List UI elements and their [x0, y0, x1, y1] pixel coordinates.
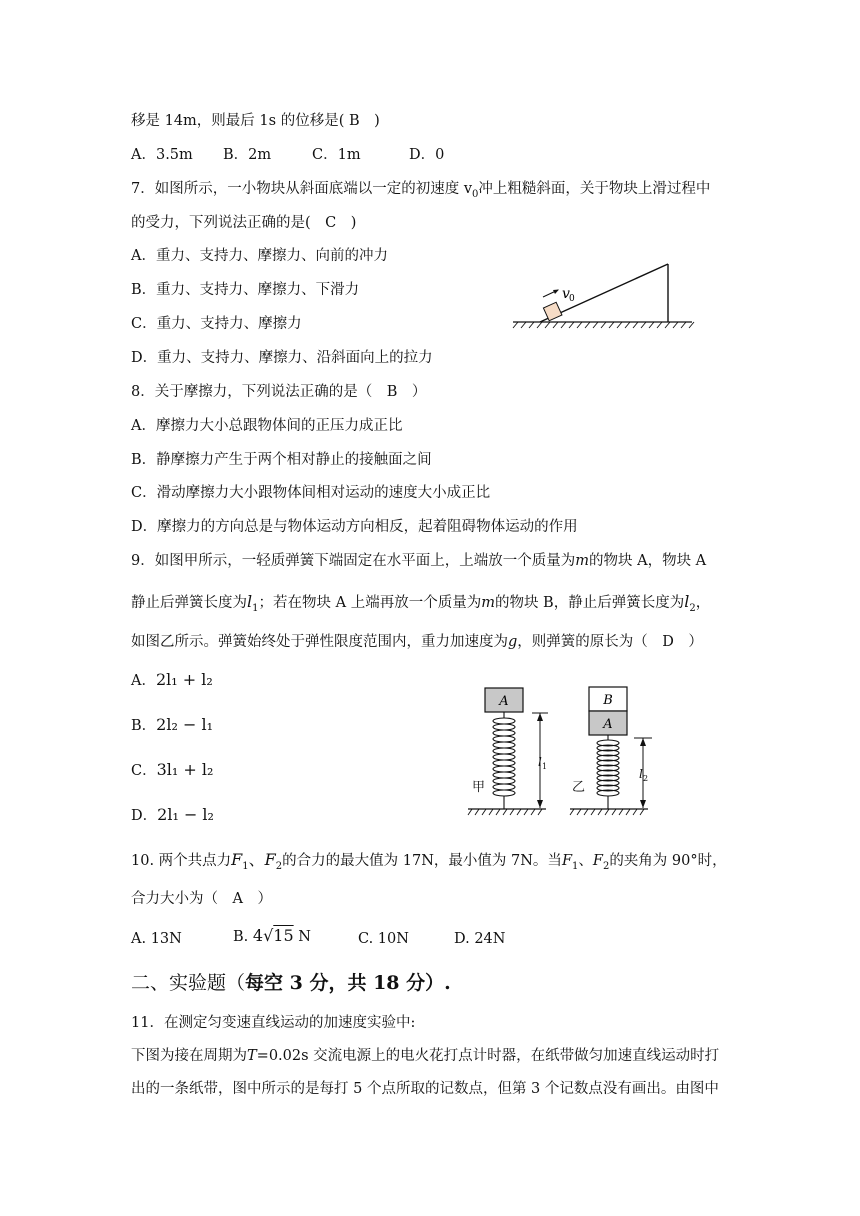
q7-option-a: A．重力、支持力、摩擦力、向前的冲力 [131, 248, 388, 264]
sliding-block [543, 302, 562, 321]
l1-label: l [538, 755, 542, 769]
ground-hatching [513, 322, 694, 328]
q9-text: 静止后弹簧长度为 [131, 595, 247, 611]
q9-mass-symbol: m [481, 595, 495, 611]
velocity-arrowhead [553, 290, 559, 295]
q8-option-c: C．滑动摩擦力大小跟物体间相对运动的速度大小成正比 [131, 485, 491, 501]
q9-option-b: B．2l₂ − l₁ [131, 715, 213, 734]
q6-option-c: C．1m [312, 147, 361, 163]
q10-f1-symbol: F [561, 853, 572, 869]
q9-stem-line1 [131, 551, 706, 571]
q11-stem: 11．在测定匀变速直线运动的加速度实验中: [131, 1015, 416, 1031]
q9-stem-line2: 静止后弹簧长度为$l_1$；若在物块 A 上端再放一个质量为m的物块 B，静止后弹簧长度为$l_2$， [131, 592, 711, 615]
l1-arrow-top [537, 713, 543, 721]
q7-stem-line1 [131, 179, 710, 205]
q7-stem-text: 7．如图所示，一小物块从斜面底端以一定的初速度 v [131, 181, 473, 197]
q9-text: 9．如图甲所示，一轻质弹簧下端固定在水平面上，上端放一个质量为 [131, 553, 576, 569]
ground-right-hatching [570, 809, 644, 815]
q9-mass-symbol: m [575, 553, 589, 569]
velocity-label: v [562, 286, 570, 302]
q9-l2-symbol: $l_2$ [684, 592, 696, 615]
q9-option-a: A．2l₁ + l₂ [131, 670, 213, 689]
q8-option-a: A．摩擦力大小总跟物体间的正压力成正比 [131, 418, 403, 434]
q9-l1-symbol: $l_1$ [247, 592, 259, 615]
q8-stem: 8．关于摩擦力，下列说法正确的是（ B ） [131, 384, 427, 400]
q9-option-c: C．3l₁ + l₂ [131, 760, 214, 779]
q10-option-d: D. 24N [454, 931, 506, 947]
q9-option-d-expr: 2l₁ − l₂ [157, 805, 214, 824]
q10-stem-line1: 10. 两个共点力$F_1$、$F_2$的合力的最大值为 17N，最小值为 7N。当$F_1$、$F_2$的夹角为 90°时， [131, 850, 727, 873]
q9-gravity-symbol: g [508, 634, 518, 650]
q10-option-b: B. 4√15 N [233, 926, 311, 945]
q10-text: 10. 两个共点力 [131, 853, 232, 869]
q9-text: 的物块 B，静止后弹簧长度为 [494, 595, 685, 611]
section-2-heading: 二、实验题（每空 3 分，共 18 分）. [131, 972, 451, 994]
block-b-right-label: B [603, 693, 613, 708]
q9-text: ，则弹簧的原长为（ D ） [517, 634, 703, 650]
q10-text: 的合力的最大值为 17N，最小值为 7N。当 [282, 853, 562, 869]
q11-period-symbol: T [247, 1048, 257, 1064]
q9-text: 的物块 A，物块 A [588, 553, 707, 569]
incline-figure [510, 258, 700, 330]
q7-stem-line2: 的受力，下列说法正确的是( C ) [131, 215, 357, 231]
q9-option-d: D．2l₁ − l₂ [131, 805, 214, 824]
q10-stem-line2: 合力大小为（ A ） [131, 891, 272, 907]
q7-option-b: B．重力、支持力、摩擦力、下滑力 [131, 282, 360, 298]
q9-option-a-expr: 2l₁ + l₂ [155, 670, 213, 689]
q7-option-c: C．重力、支持力、摩擦力 [131, 316, 302, 332]
q9-text: 如图乙所示。弹簧始终处于弹性限度范围内，重力加速度为 [131, 634, 508, 650]
q10-option-c: C. 10N [358, 931, 409, 947]
q9-stem-line3 [131, 632, 703, 652]
l2-arrow-top [640, 738, 646, 746]
q10-option-a: A. 13N [131, 931, 182, 947]
q11-line2: 下图为接在周期为T=0.02s 交流电源上的电火花打点计时器，在纸带做匀加速直线运动时打 [131, 1048, 720, 1064]
q9-text: ；若在物块 A 上端再放一个质量为 [258, 595, 482, 611]
ground-left-hatching [468, 809, 542, 815]
q7-option-d: D．重力、支持力、摩擦力、沿斜面向上的拉力 [131, 350, 433, 366]
l2-label: l [639, 767, 643, 781]
q8-option-d: D．摩擦力的方向总是与物体运动方向相反，起着阻碍物体运动的作用 [131, 519, 578, 535]
velocity-label-sub: 0 [569, 294, 575, 304]
l1-arrow-bottom [537, 800, 543, 808]
q6-stem-tail: 移是 14m，则最后 1s 的位移是( B ) [131, 113, 380, 129]
q10-text: 的夹角为 90°时， [609, 853, 727, 869]
q9-option-c-expr: 3l₁ + l₂ [156, 760, 214, 779]
caption-jia: 甲 [472, 780, 486, 795]
q6-option-b: B．2m [223, 147, 272, 163]
q7-stem-tail: 冲上粗糙斜面，关于物块上滑过程中 [478, 181, 711, 197]
block-a-right-label: A [603, 717, 613, 732]
q8-option-b: B．静摩擦力产生于两个相对静止的接触面之间 [131, 452, 432, 468]
l1-label-sub: 1 [542, 762, 548, 771]
q6-option-a: A．3.5m [131, 147, 193, 163]
l2-label-sub: 2 [643, 774, 649, 783]
spring-figure [462, 682, 702, 822]
l2-arrow-bottom [640, 800, 646, 808]
q6-option-d: D．0 [409, 147, 445, 163]
spring-right [597, 735, 619, 809]
length-l2-marker [634, 738, 652, 808]
q10-f1-f2: $F_1$、$F_2$ [231, 850, 283, 873]
q10-option-b-expr: 4√15 [252, 926, 294, 945]
spring-left [493, 712, 515, 809]
q11-line3: 出的一条纸带，图中所示的是每打 5 个点所取的记数点，但第 3 个记数点没有画出。由图中 [131, 1081, 719, 1097]
q9-option-b-expr: 2l₂ − l₁ [156, 715, 213, 734]
caption-yi: 乙 [572, 780, 586, 795]
block-a-left-label: A [499, 694, 509, 709]
q7-v-sub: 0 [472, 188, 479, 200]
